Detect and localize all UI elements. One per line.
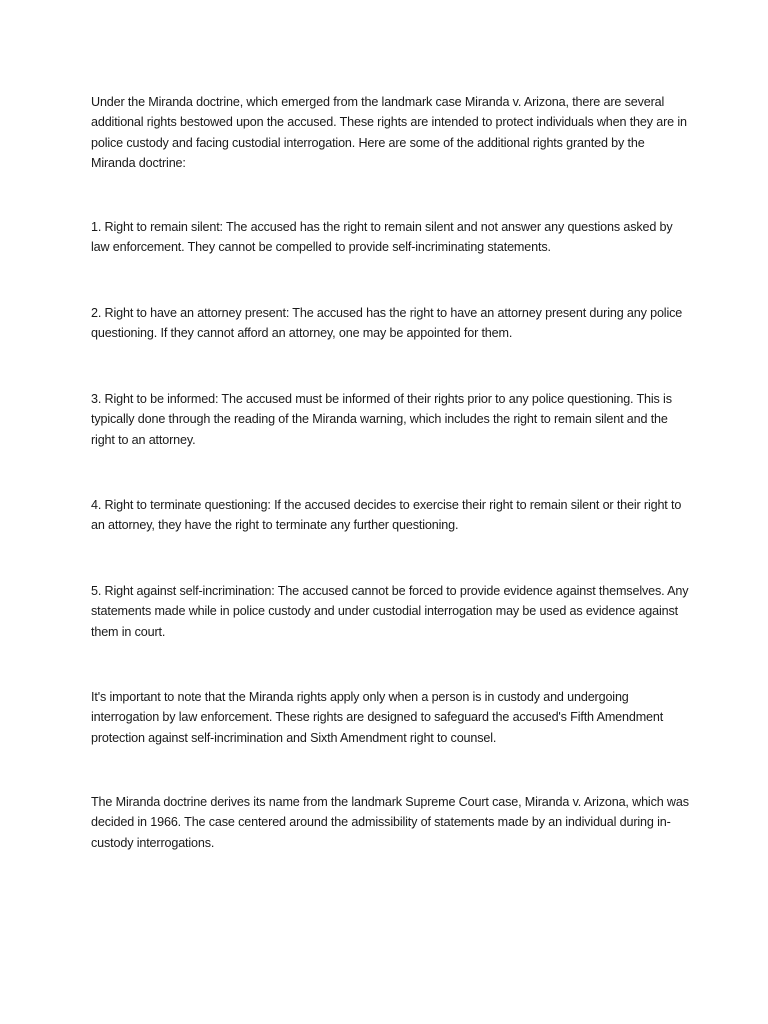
- right-attorney-paragraph: 2. Right to have an attorney present: The accused has the right to have an attorney present during any police questioning. If they cannot afford an attorney, one may be appointed for them.: [91, 306, 683, 341]
- right-terminate-paragraph: 4. Right to terminate questioning: If the accused decides to exercise their right to remain silent or their right to an attorney, they have the right to terminate any further questioning.: [91, 498, 682, 533]
- right-informed-paragraph: 3. Right to be informed: The accused must be informed of their rights prior to any police questioning. This is typically done through the reading of the Miranda warning, which includes the right to remain silent and the right to an attorney.: [91, 392, 672, 447]
- right-self-incrimination-paragraph: 5. Right against self-incrimination: The accused cannot be forced to provide evidence against themselves. Any statements made while in police custody and under custodial interrogation may be used as evidence against them in court.: [91, 584, 689, 639]
- doctrine-origin-paragraph: The Miranda doctrine derives its name from the landmark Supreme Court case, Miranda v. Arizona, which was decided in 1966. The case centered around the admissibility of statements made by an individual during in-custody interrogations.: [91, 795, 689, 850]
- intro-paragraph: Under the Miranda doctrine, which emerged from the landmark case Miranda v. Arizona, there are several additional rights bestowed upon the accused. These rights are intended to protect individuals when they are in police custody and facing custodial interrogation. Here are some of the additional rights granted by the Miranda doctrine:: [91, 95, 687, 170]
- custody-note-paragraph: It's important to note that the Miranda rights apply only when a person is in custody and undergoing interrogation by law enforcement. These rights are designed to safeguard the accused's Fifth Amendment protection against self-incrimination and Sixth Amendment right to counsel.: [91, 690, 664, 745]
- right-remain-silent-paragraph: 1. Right to remain silent: The accused has the right to remain silent and not answer any questions asked by law enforcement. They cannot be compelled to provide self-incriminating statements.: [91, 220, 673, 255]
